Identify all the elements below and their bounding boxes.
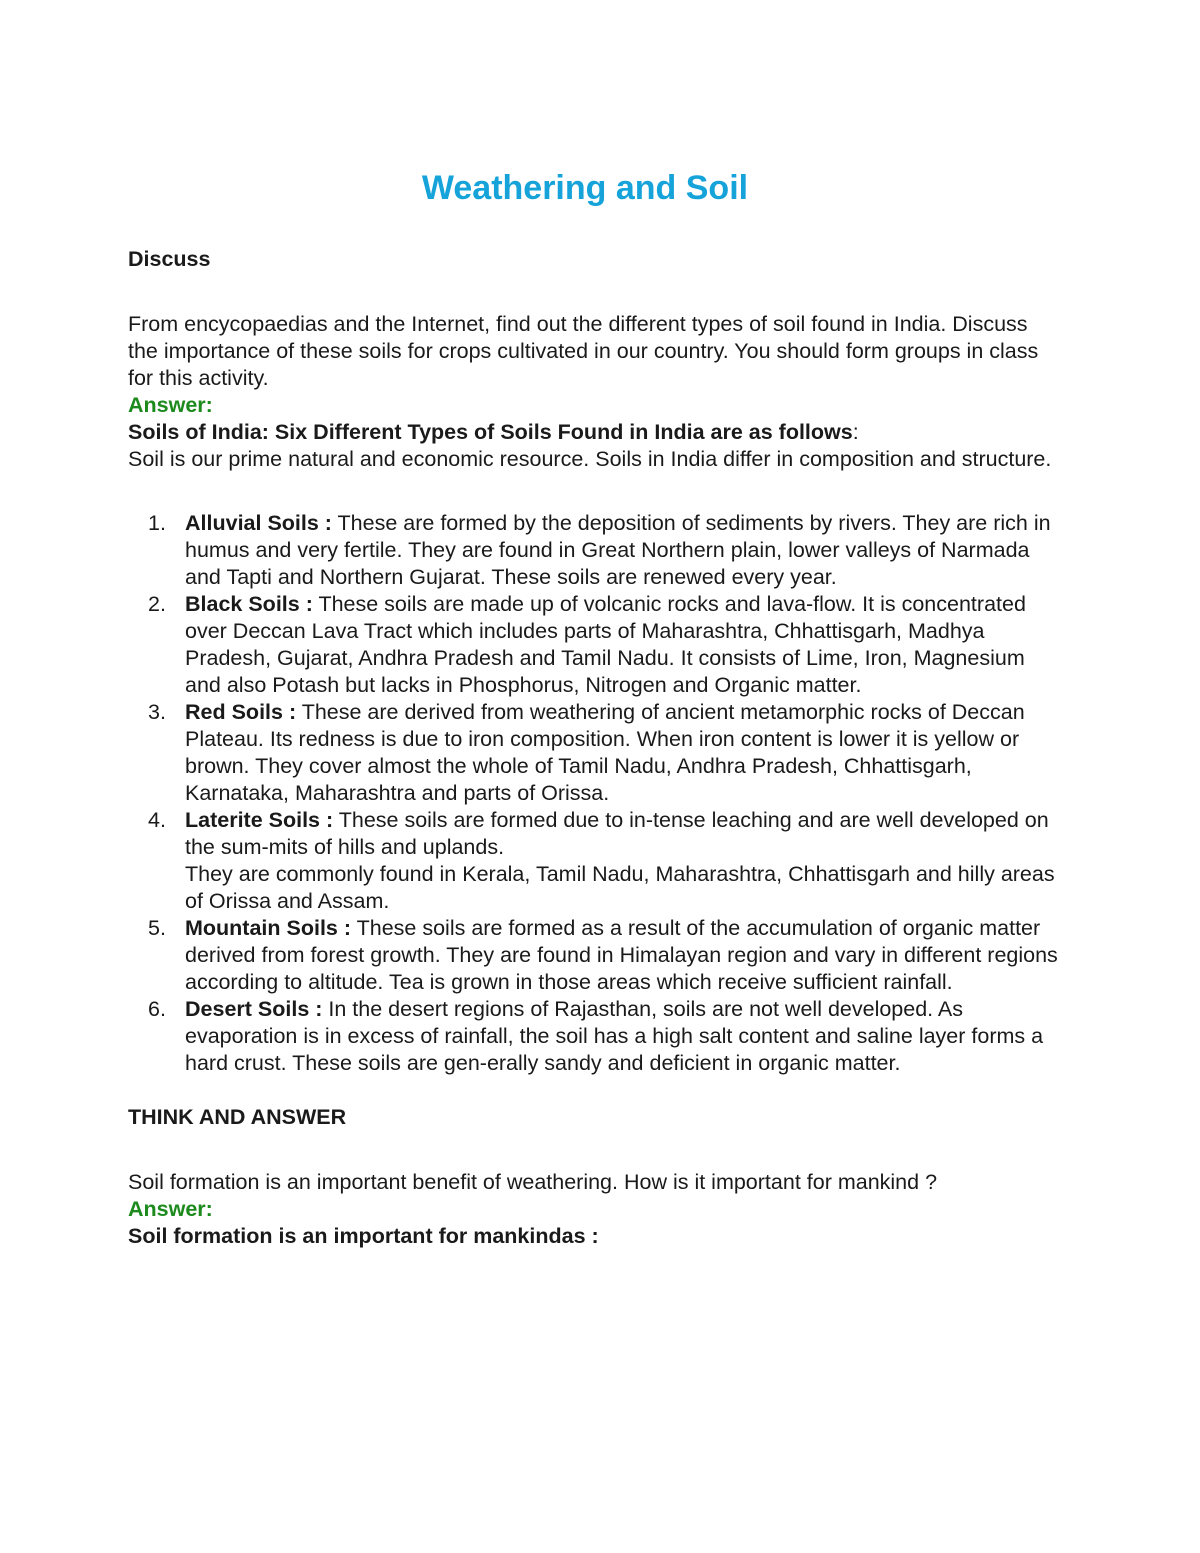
soils-heading-suffix: : [852,420,859,444]
list-item [128,591,1058,699]
soils-heading [128,419,1058,446]
soil-name: Black Soils : [185,592,313,616]
soil-name: Mountain Soils : [185,916,352,940]
soil-description: These soils are made up of volcanic rocks and lava-flow. It is concentrated over Deccan Lava Tract which includes parts of Maharashtra, Chhattisgarh, Madhya Pradesh, Gujarat, Andhra Pradesh and Tamil Nadu. It consists of Lime, Iron, Magnesium and also Potash but lacks in Phosphorus, Nitrogen and Organic matter. [185,592,1026,697]
page-title: Weathering and Soil [421,169,749,207]
list-item-number: 1. [148,511,166,535]
soil-description-continued: They are commonly found in Kerala, Tamil Nadu, Maharashtra, Chhattisgarh and hilly areas of Orissa and Assam. [185,862,1055,913]
soil-description: These soils are formed as a result of the accumulation of organic matter derived from forest growth. They are found in Himalayan region and vary in different regions according to altitude. Tea is grown in those areas which receive sufficient rainfall. [185,916,1058,994]
think-question: Soil formation is an important benefit of weathering. How is it important for mankind ? [128,1170,938,1194]
discuss-heading: Discuss [128,247,211,271]
list-item [128,510,1058,591]
soil-description: These soils are formed due to in-tense leaching and are well developed on the sum-mits of hills and uplands. [185,808,1049,859]
soil-description: In the desert regions of Rajasthan, soils are not well developed. As evaporation is in excess of rainfall, the soil has a high salt content and saline layer forms a hard crust. These soils are gen-erally sandy and deficient in organic matter. [185,997,1044,1075]
list-item [128,996,1058,1077]
soil-name: Laterite Soils : [185,808,334,832]
list-item-number: 2. [148,592,166,616]
soils-intro: Soil is our prime natural and economic resource. Soils in India differ in composition and structure. [128,447,1052,471]
list-item [128,699,1058,807]
mankind-heading: Soil formation is an important for mankindas : [128,1224,599,1248]
soil-name: Alluvial Soils : [185,511,332,535]
list-item [128,807,1058,915]
soil-name: Desert Soils : [185,997,323,1021]
list-item-number: 4. [148,808,166,832]
list-item-number: 6. [148,997,166,1021]
think-heading: THINK AND ANSWER [128,1105,347,1129]
soil-types-list [128,510,1058,1077]
answer-label: Answer: [128,393,213,417]
list-item-number: 3. [148,700,166,724]
list-item [128,915,1058,996]
soil-name: Red Soils : [185,700,297,724]
answer-label: Answer: [128,1197,213,1221]
list-item-number: 5. [148,916,166,940]
document-body [128,246,1058,1250]
discuss-question: From encycopaedias and the Internet, find out the different types of soil found in India. Discuss the importance of these soils for crops cultivated in our country. You should form groups in class for this activity. [128,312,1039,390]
soil-description: These are formed by the deposition of sediments by rivers. They are rich in humus and very fertile. They are found in Great Northern plain, lower valleys of Narmada and Tapti and Northern Gujarat. These soils are renewed every year. [185,511,1051,589]
soil-description: These are derived from weathering of ancient metamorphic rocks of Deccan Plateau. Its redness is due to iron composition. When iron content is lower it is yellow or brown. They cover almost the whole of Tamil Nadu, Andhra Pradesh, Chhattisgarh, Karnataka, Maharashtra and parts of Orissa. [185,700,1025,805]
soils-heading-text: Soils of India: Six Different Types of Soils Found in India are as follows [128,420,853,444]
